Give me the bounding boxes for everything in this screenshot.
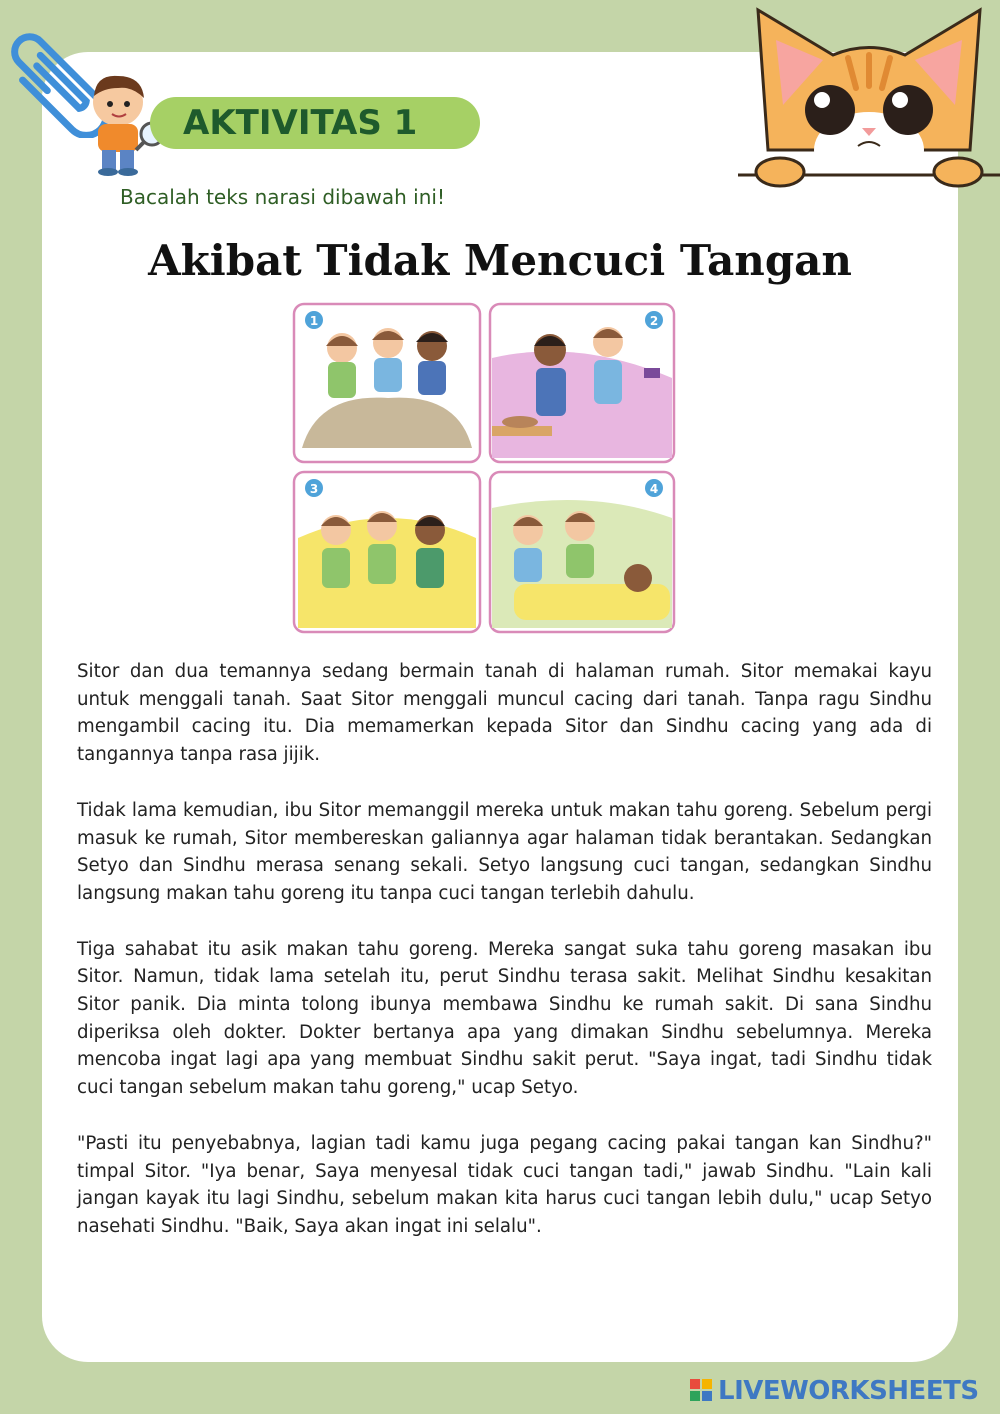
story-paragraph-4: "Pasti itu penyebabnya, lagian tadi kamu juga pegang cacing pakai tangan kan Sindhu?" timpal Sitor. "Iya benar, Saya menyesal tidak cuci tangan tadi," jawab Sindhu. "Lain kali jangan kayak itu lagi Sindhu, sebelum makan kita harus cuci tangan lebih dulu," ucap Setyo nasehati Sindhu. "Baik, Saya akan ingat ini selalu". (77, 1132, 932, 1237)
story-title: Akibat Tidak Mencuci Tangan (148, 236, 852, 285)
illustration-panel-4 (490, 472, 674, 632)
instruction-text: Bacalah teks narasi dibawah ini! (120, 185, 445, 209)
panel-number-3: 3 (309, 482, 319, 496)
illustration-panel-2 (490, 304, 674, 462)
story-illustration (258, 298, 700, 638)
illustration-panel-1 (294, 304, 480, 462)
cat-icon (738, 0, 1000, 190)
activity-title: AKTIVITAS 1 (183, 103, 418, 143)
liveworksheets-brand[interactable] (690, 1374, 979, 1408)
story-body (77, 658, 932, 1269)
panel-number-1: 1 (309, 314, 319, 328)
liveworksheets-logo-icon (690, 1377, 714, 1405)
story-paragraph-1: Sitor dan dua temannya sedang bermain tanah di halaman rumah. Sitor memakai kayu untuk menggali tanah. Saat Sitor menggali muncul cacing dari tanah. Tanpa ragu Sindhu mengambil cacing itu. Dia memamerkan kepada Sitor dan Sindhu cacing yang ada di tangannya tanpa rasa jijik. (77, 661, 932, 766)
story-paragraph-3: Tiga sahabat itu asik makan tahu goreng. Mereka sangat suka tahu goreng masakan ibu Sitor. Namun, tidak lama setelah itu, perut Sindhu terasa sakit. Melihat Sindhu kesakitan Sitor panik. Dia minta tolong ibunya membawa Sindhu ke rumah sakit. Di sana Sindhu diperiksa oleh dokter. Dokter bertanya apa yang dimakan Sindhu sebelumnya. Mereka mencoba ingat lagi apa yang membuat Sindhu sakit perut. "Saya ingat, tadi Sindhu tidak cuci tangan sebelum makan tahu goreng," ucap Setyo. (77, 938, 932, 1099)
illustration-panel-3 (294, 472, 480, 632)
story-paragraph-2: Tidak lama kemudian, ibu Sitor memanggil mereka untuk makan tahu goreng. Sebelum pergi masuk ke rumah, Sitor membereskan galiannya agar halaman tidak berantakan. Sedangkan Setyo dan Sindhu merasa senang sekali. Setyo langsung cuci tangan, sedangkan Sindhu langsung makan tahu goreng itu tanpa cuci tangan terlebih dahulu. (77, 799, 932, 904)
panel-number-2: 2 (649, 314, 659, 328)
brand-name: LIVEWORKSHEETS (718, 1376, 979, 1406)
panel-number-4: 4 (649, 482, 659, 496)
